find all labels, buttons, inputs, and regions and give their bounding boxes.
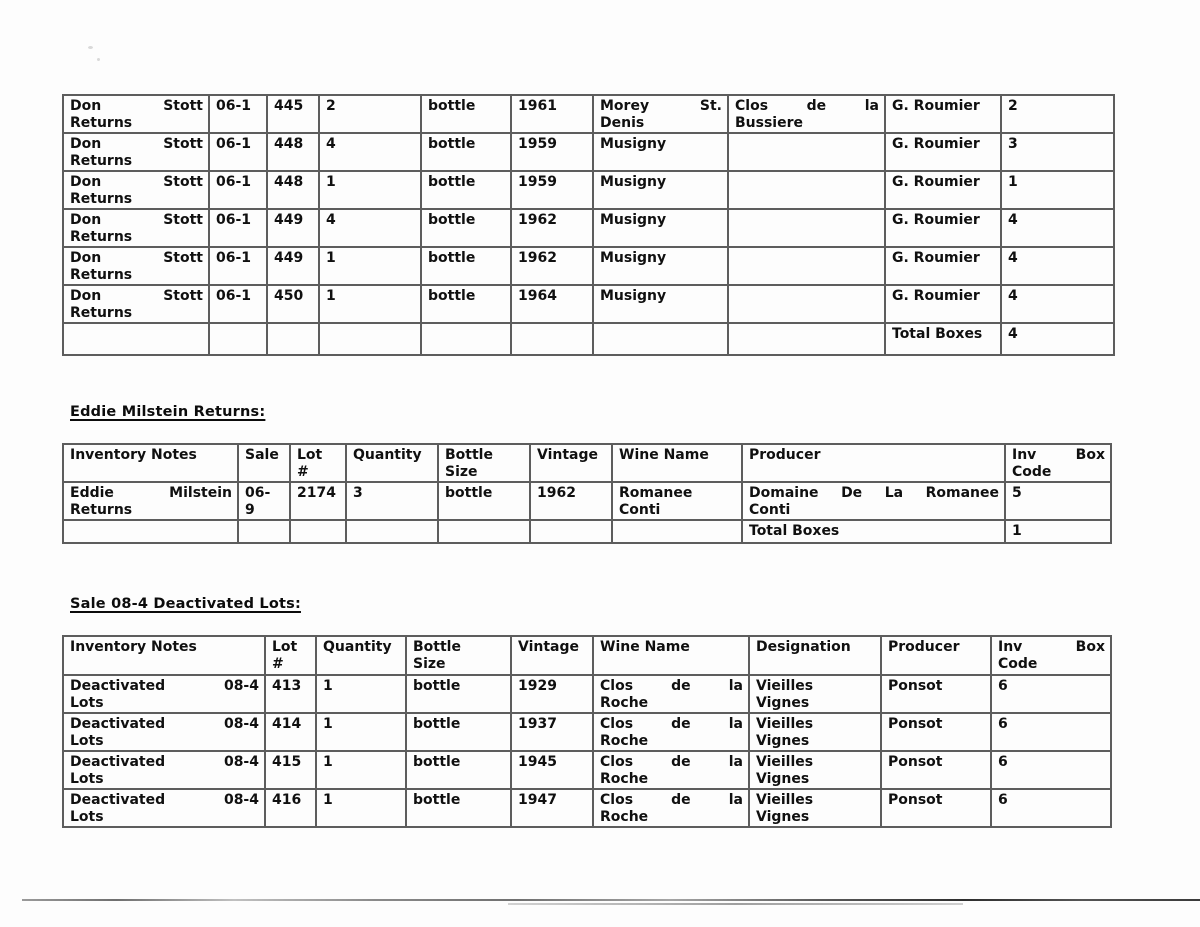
table-cell [238,520,290,543]
table-cell [63,323,209,355]
table-cell: Domaine De La Romanee Conti [742,482,1005,520]
table-cell [319,323,421,355]
table-cell: Don Stott Returns [63,171,209,209]
table-cell: G. Roumier [885,247,1001,285]
table-cell: Clos de la Roche [593,713,749,751]
table-cell: 6 [991,751,1111,789]
table-cell [530,520,612,543]
table-cell: 413 [265,675,316,713]
table-row [63,520,1111,543]
table-cell: 06-1 [209,171,267,209]
don-stott-returns-table [62,94,1115,356]
table-cell: 450 [267,285,319,323]
table-cell: 6 [991,675,1111,713]
eddie-milstein-returns-heading: Eddie Milstein Returns: [70,404,266,420]
table-cell: G. Roumier [885,133,1001,171]
table-cell: Deactivated 08-4 Lots [63,789,265,827]
table-cell: 1962 [511,247,593,285]
table-cell: 6 [991,713,1111,751]
table-cell: 1 [319,247,421,285]
table-cell: 1 [316,675,406,713]
table-cell: 1945 [511,751,593,789]
table-cell: 449 [267,209,319,247]
table-cell: Clos de la Roche [593,675,749,713]
table-cell: 3 [1001,133,1114,171]
table-cell: 2 [1001,95,1114,133]
sale-08-4-deactivated-lots-heading: Sale 08-4 Deactivated Lots: [70,596,301,612]
table-cell: Don Stott Returns [63,247,209,285]
table-header-row [63,444,1111,482]
table-cell [728,323,885,355]
table-cell: Musigny [593,133,728,171]
column-header: Inv Box Code [991,636,1111,675]
table-cell: bottle [421,209,511,247]
table-cell: Don Stott Returns [63,209,209,247]
table-cell: Musigny [593,209,728,247]
table-cell: Total Boxes [885,323,1001,355]
table-cell: bottle [406,675,511,713]
scan-artifact-line-secondary [508,903,963,905]
table-cell: 2 [319,95,421,133]
table-row [63,713,1111,751]
table-cell: 1961 [511,95,593,133]
table-cell: 4 [1001,247,1114,285]
column-header: Quantity [346,444,438,482]
table-cell: 448 [267,133,319,171]
table-cell [346,520,438,543]
table-cell: 06-1 [209,133,267,171]
table-cell: Musigny [593,171,728,209]
table-cell: Clos de la Bussiere [728,95,885,133]
table-cell: 1 [316,713,406,751]
table-cell: 1964 [511,285,593,323]
table-cell: Romanee Conti [612,482,742,520]
table-cell: 1959 [511,171,593,209]
scan-artifact-line [22,899,1200,901]
table-cell: bottle [438,482,530,520]
table-header-row [63,636,1111,675]
table-cell: bottle [421,285,511,323]
table-cell: bottle [406,713,511,751]
table-cell: 1 [319,171,421,209]
column-header: Vintage [511,636,593,675]
table-cell: 06- 9 [238,482,290,520]
table-cell: 4 [319,133,421,171]
table-cell: 06-1 [209,95,267,133]
table-row [63,171,1114,209]
table-cell: 3 [346,482,438,520]
table-row [63,95,1114,133]
table-cell: 4 [319,209,421,247]
table-cell: 1937 [511,713,593,751]
table-cell [728,133,885,171]
table-cell: 1929 [511,675,593,713]
table-cell: 4 [1001,285,1114,323]
table-row [63,285,1114,323]
table-row [63,482,1111,520]
table-cell: 416 [265,789,316,827]
table-cell: Deactivated 08-4 Lots [63,713,265,751]
table-cell: G. Roumier [885,171,1001,209]
table-cell: 414 [265,713,316,751]
column-header: Inventory Notes [63,636,265,675]
table-cell: G. Roumier [885,285,1001,323]
table-row [63,209,1114,247]
column-header: Inv Box Code [1005,444,1111,482]
table-cell: Vieilles Vignes [749,751,881,789]
table-cell: 4 [1001,209,1114,247]
table-cell: Musigny [593,247,728,285]
column-header: Designation [749,636,881,675]
table-cell: 1 [1001,171,1114,209]
table-cell: 06-1 [209,209,267,247]
table-cell: Clos de la Roche [593,789,749,827]
column-header: Bottle Size [438,444,530,482]
table-cell: bottle [421,95,511,133]
table-cell: Clos de la Roche [593,751,749,789]
table-cell [511,323,593,355]
table-cell: 415 [265,751,316,789]
column-header: Vintage [530,444,612,482]
table-cell: 1 [316,789,406,827]
column-header: Producer [881,636,991,675]
table-cell: Morey St. Denis [593,95,728,133]
table-cell: 1 [316,751,406,789]
table-cell: Eddie Milstein Returns [63,482,238,520]
table-cell: Vieilles Vignes [749,675,881,713]
table-cell: Vieilles Vignes [749,789,881,827]
table-row [63,323,1114,355]
table-cell: 1 [1005,520,1111,543]
table-cell: Don Stott Returns [63,133,209,171]
table-cell [728,171,885,209]
table-cell: Deactivated 08-4 Lots [63,675,265,713]
table-cell [612,520,742,543]
table-cell [728,247,885,285]
table-cell: 1 [319,285,421,323]
column-header: Wine Name [593,636,749,675]
table-cell [290,520,346,543]
eddie-milstein-returns-table [62,443,1112,544]
table-cell [209,323,267,355]
column-header: Inventory Notes [63,444,238,482]
table-cell: 445 [267,95,319,133]
table-cell: Ponsot [881,713,991,751]
scan-speck [88,46,93,49]
table-row [63,247,1114,285]
table-cell: 1959 [511,133,593,171]
table-cell: bottle [421,171,511,209]
table-cell: Deactivated 08-4 Lots [63,751,265,789]
column-header: Wine Name [612,444,742,482]
table-cell: Don Stott Returns [63,95,209,133]
table-cell [63,520,238,543]
table-cell: G. Roumier [885,209,1001,247]
table-row [63,133,1114,171]
table-cell: 1962 [511,209,593,247]
column-header: Bottle Size [406,636,511,675]
table-cell [421,323,511,355]
table-cell: 06-1 [209,285,267,323]
table-cell: bottle [421,133,511,171]
table-cell: Ponsot [881,675,991,713]
table-cell: Ponsot [881,789,991,827]
column-header: Lot # [290,444,346,482]
table-cell: 2174 [290,482,346,520]
column-header: Sale [238,444,290,482]
table-cell: bottle [421,247,511,285]
table-row [63,675,1111,713]
table-cell: Ponsot [881,751,991,789]
table-cell [438,520,530,543]
column-header: Quantity [316,636,406,675]
table-cell: bottle [406,789,511,827]
table-cell: 06-1 [209,247,267,285]
table-cell: bottle [406,751,511,789]
table-cell: 6 [991,789,1111,827]
column-header: Producer [742,444,1005,482]
table-row [63,789,1111,827]
deactivated-lots-table [62,635,1112,828]
scan-speck [97,58,100,61]
table-cell: Musigny [593,285,728,323]
table-cell: Total Boxes [742,520,1005,543]
table-cell [267,323,319,355]
table-cell: 1962 [530,482,612,520]
table-cell [728,209,885,247]
column-header: Lot # [265,636,316,675]
table-cell: G. Roumier [885,95,1001,133]
table-cell: 449 [267,247,319,285]
table-cell: 5 [1005,482,1111,520]
table-cell [593,323,728,355]
table-cell: Don Stott Returns [63,285,209,323]
table-cell: 4 [1001,323,1114,355]
table-cell [728,285,885,323]
table-cell: 448 [267,171,319,209]
table-row [63,751,1111,789]
table-cell: Vieilles Vignes [749,713,881,751]
table-cell: 1947 [511,789,593,827]
